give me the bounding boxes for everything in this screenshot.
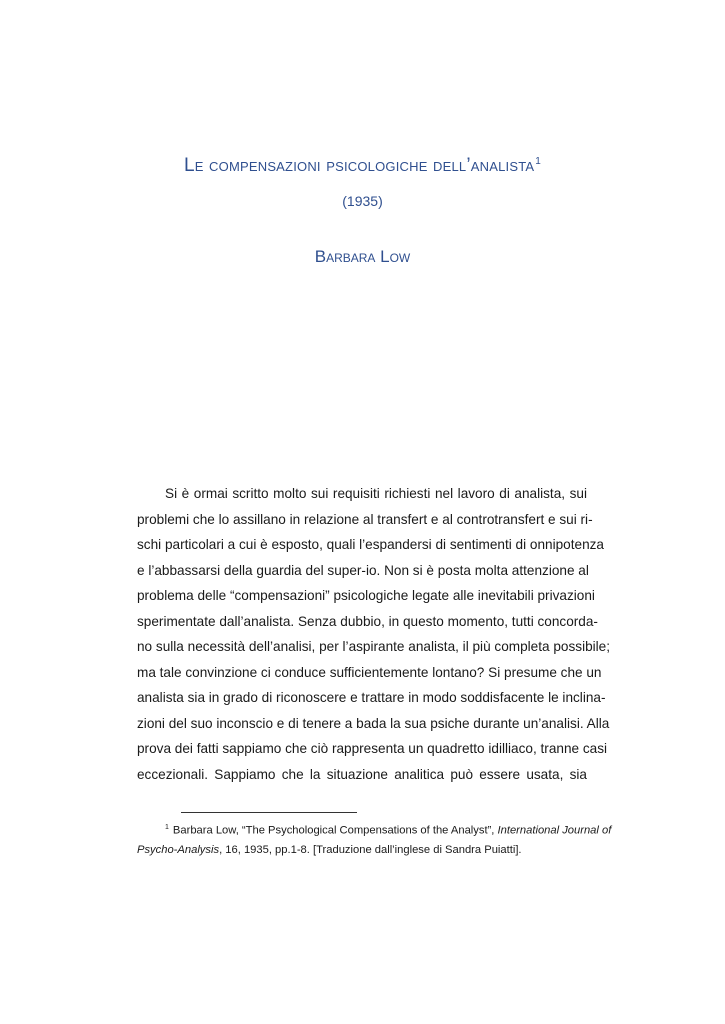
- body-line: Si è ormai scritto molto sui requisiti richiesti nel lavoro di analista, sui: [165, 486, 587, 501]
- body-line: sperimentate dall’analista. Senza dubbio, in questo momento, tutti concorda-: [137, 613, 598, 629]
- footnote-line: [137, 841, 587, 860]
- footnote-journal: International Journal of: [497, 824, 612, 837]
- footnote-citation: Barbara Low, “The Psychological Compensations of the Analyst”,: [172, 824, 498, 837]
- body-line: problemi che lo assillano in relazione al transfert e al controtransfert e sui ri-: [137, 511, 593, 527]
- body-line: e l’abbassarsi della guardia del super-io. Non si è posta molta attenzione al: [137, 562, 589, 578]
- body-line: ma tale convinzione ci conduce sufficientemente lontano? Si presume che un: [137, 664, 602, 680]
- footnote-marker: 1: [165, 824, 169, 831]
- body-line: prova dei fatti sappiamo che ciò rappresenta un quadretto idilliaco, tranne casi: [137, 741, 608, 756]
- footnote: [137, 818, 612, 860]
- title-footnote-marker[interactable]: 1: [535, 155, 542, 167]
- body-line: zioni del suo inconscio e di tenere a bada la sua psiche durante un’analisi. Alla: [137, 715, 610, 731]
- body-line: analista sia in grado di riconoscere e trattare in modo soddisfacente le inclina-: [137, 690, 606, 705]
- body-line: eccezionali. Sappiamo che la situazione analitica può essere usata, sia: [137, 766, 587, 782]
- author-name: Barbara Low: [314, 247, 411, 266]
- article-title-text: Le compensazioni psicologiche dell’analista: [183, 155, 535, 176]
- body-paragraph: [137, 481, 611, 787]
- footnote-journal-cont: Psycho-Analysis: [137, 843, 220, 856]
- body-line: problema delle “compensazioni” psicologiche legate alle inevitabili privazioni: [137, 588, 595, 603]
- footnote-separator: [181, 812, 357, 813]
- footnote-line: [137, 818, 612, 841]
- publication-year: (1935): [342, 193, 383, 209]
- body-line: no sulla necessità dell’analisi, per l’aspirante analista, il più completa possibile;: [137, 639, 611, 654]
- article-title: [0, 155, 725, 177]
- body-line: schi particolari a cui è esposto, quali l’espandersi di sentimenti di onnipotenza: [137, 537, 604, 552]
- footnote-details: , 16, 1935, pp.1-8. [Traduzione dall’inglese di Sandra Puiatti].: [219, 843, 522, 856]
